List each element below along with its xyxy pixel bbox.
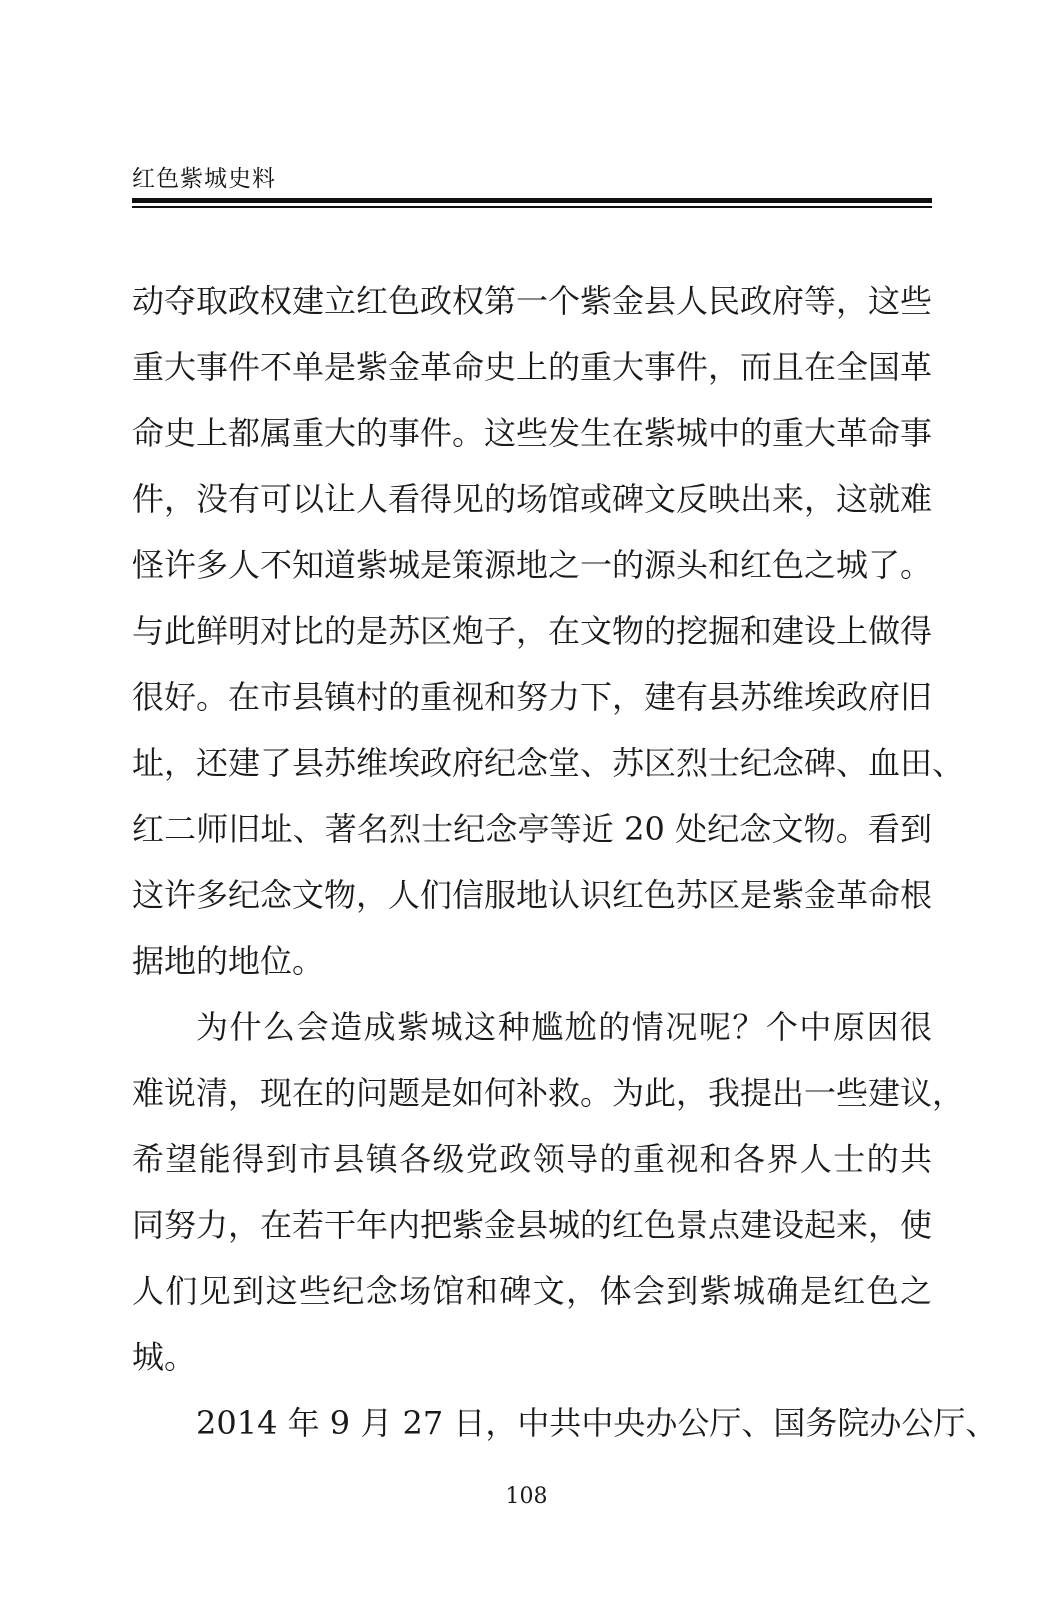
text-line: 动夺取政权建立红色政权第一个紫金县人民政府等，这些 <box>132 282 933 320</box>
text-line: 怪许多人不知道紫城是策源地之一的源头和红色之城了。 <box>132 546 933 584</box>
body-text <box>132 268 998 1456</box>
text-line: 命史上都属重大的事件。这些发生在紫城中的重大革命事 <box>132 414 933 452</box>
text-line: 红二师旧址、著名烈士纪念亭等近 20 处纪念文物。看到 <box>132 810 932 848</box>
text-line: 据地的地位。 <box>132 942 325 980</box>
text-line: 与此鲜明对比的是苏区炮子，在文物的挖掘和建设上做得 <box>132 612 933 650</box>
running-header: 红色紫城史料 <box>132 166 276 192</box>
text-line: 城。 <box>132 1338 197 1376</box>
text-line: 这许多纪念文物，人们信服地认识红色苏区是紫金革命根 <box>132 876 933 914</box>
page-number: 108 <box>505 1484 548 1509</box>
text-line: 人们见到这些纪念场馆和碑文，体会到紫城确是红色之 <box>132 1272 932 1310</box>
text-line: 希望能得到市县镇各级党政领导的重视和各界人士的共 <box>132 1140 932 1178</box>
text-line: 址，还建了县苏维埃政府纪念堂、苏区烈士纪念碑、血田、 <box>132 744 965 782</box>
header-rule-thin <box>132 206 932 208</box>
text-line: 为什么会造成紫城这种尴尬的情况呢？个中原因很 <box>196 1008 932 1046</box>
text-line: 件，没有可以让人看得见的场馆或碑文反映出来，这就难 <box>132 480 933 518</box>
text-line: 重大事件不单是紫金革命史上的重大事件，而且在全国革 <box>132 348 933 386</box>
text-line: 同努力，在若干年内把紫金县城的红色景点建设起来，使 <box>132 1206 933 1244</box>
text-line: 2014 年 9 月 27 日，中共中央办公厅、国务院办公厅、 <box>196 1404 998 1442</box>
text-line: 很好。在市县镇村的重视和努力下，建有县苏维埃政府旧 <box>132 678 933 716</box>
text-line: 难说清，现在的问题是如何补救。为此，我提出一些建议， <box>132 1074 965 1112</box>
header-rule-thick <box>132 198 932 203</box>
